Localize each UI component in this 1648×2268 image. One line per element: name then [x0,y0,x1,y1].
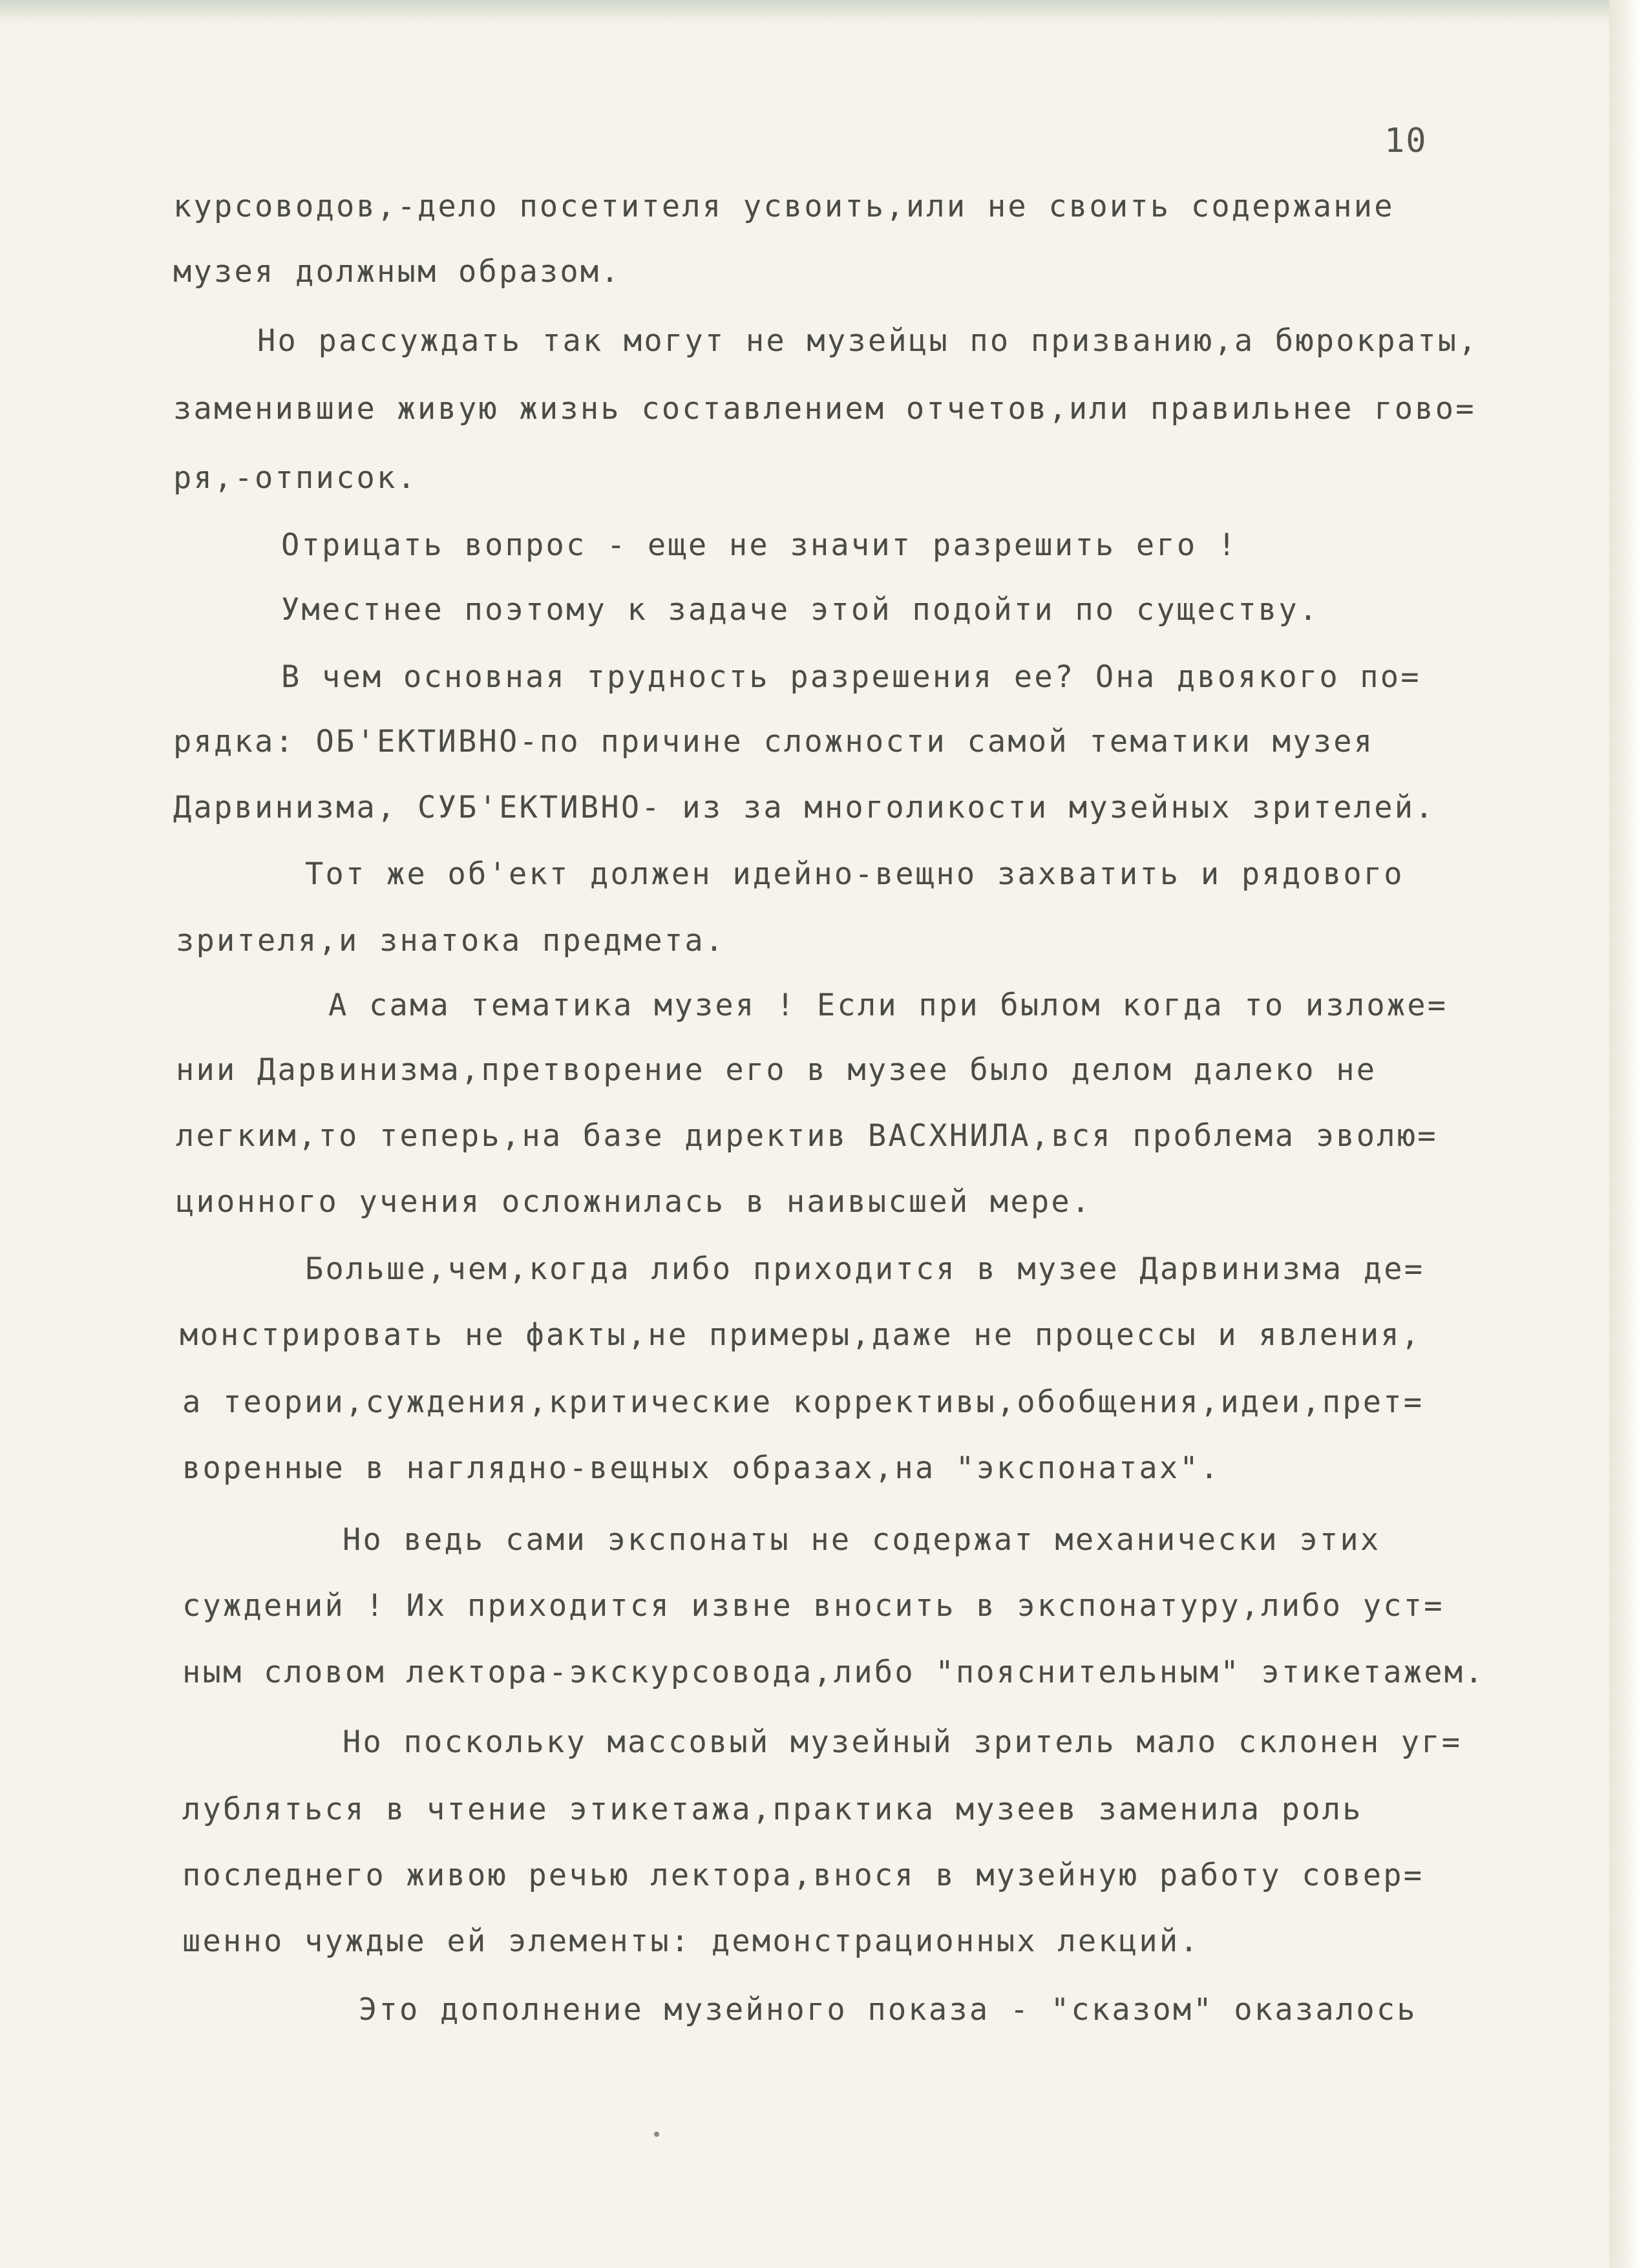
text-line: В чем основная трудность разрешения ее? Она двоякого по= [281,659,1421,695]
text-line: воренные в наглядно-вещных образах,на "экспонатах". [182,1450,1221,1486]
text-line: ционного учения осложнилась в наивысшей мере. [176,1184,1092,1220]
text-line: Отрицать вопрос - еще не значит разрешить его ! [281,527,1238,563]
text-line: А сама тематика музея ! Если при былом когда то изложе= [328,988,1448,1023]
text-line: шенно чуждые ей элементы: демонстрационных лекций. [182,1924,1200,1959]
text-line: курсоводов,-дело посетителя усвоить,или не своить содержание [173,189,1395,224]
page-number: 10 [1384,122,1428,160]
paper-speck [654,2132,659,2137]
text-line: Тот же об'ект должен идейно-вещно захватить и рядового [305,856,1404,892]
text-line: Это дополнение музейного показа - "сказом" оказалось [359,1992,1417,2028]
text-line: Но рассуждать так могут не музейцы по призванию,а бюрократы, [257,323,1479,359]
text-line: нии Дарвинизма,претворение его в музее было делом далеко не [176,1052,1377,1088]
text-line: ря,-отписок. [173,460,417,496]
text-line: Но поскольку массовый музейный зритель мало склонен уг= [343,1724,1463,1760]
text-line: рядка: ОБ'ЕКТИВНО-по причине сложности самой тематики музея [173,724,1375,759]
text-line: Дарвинизма, СУБ'ЕКТИВНО- из за многоликости музейных зрителей. [173,790,1435,825]
text-line: Но ведь сами экспонаты не содержат механически этих [343,1522,1381,1558]
text-line: легким,то теперь,на базе директив ВАСХНИЛА,вся проблема эволю= [176,1118,1438,1154]
text-line: последнего живою речью лектора,внося в музейную работу совер= [182,1858,1424,1893]
text-line: ным словом лектора-экскурсовода,либо "пояснительным" этикетажем. [182,1655,1485,1690]
text-line: лубляться в чтение этикетажа,практика музеев заменила роль [182,1792,1363,1827]
text-line: суждений ! Их приходится извне вносить в экспонатуру,либо уст= [182,1588,1444,1624]
text-line: заменившие живую жизнь составлением отчетов,или правильнее гово= [173,391,1476,427]
text-line: Уместнее поэтому к задаче этой подойти по существу. [281,592,1320,628]
text-line: Больше,чем,когда либо приходится в музее Дарвинизма де= [305,1251,1425,1287]
text-line: зрителя,и знатока предмета. [176,923,726,959]
text-line: монстрировать не факты,не примеры,даже не процессы и явления, [180,1317,1422,1353]
text-line: а теории,суждения,критические коррективы,обобщения,идеи,прет= [182,1384,1424,1420]
text-line: музея должным образом. [173,254,621,290]
